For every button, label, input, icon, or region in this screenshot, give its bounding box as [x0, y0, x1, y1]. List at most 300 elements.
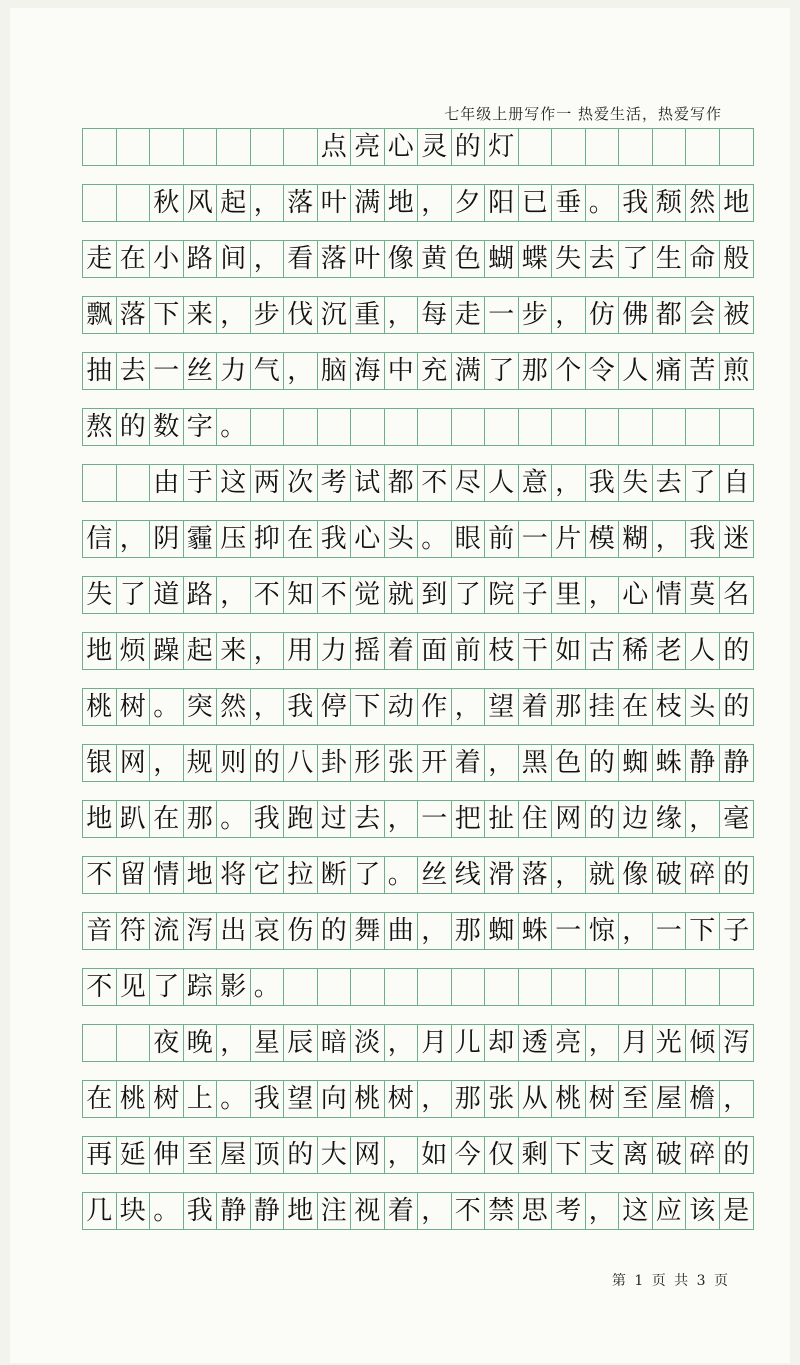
- grid-cell: [586, 129, 620, 165]
- grid-cell: 跑: [284, 801, 318, 837]
- grid-cell: 块: [117, 1193, 151, 1229]
- grid-cell: 压: [217, 521, 251, 557]
- grid-cell: 模: [586, 521, 620, 557]
- grid-cell: 泻: [184, 913, 218, 949]
- grid-cell: 伤: [284, 913, 318, 949]
- grid-cell: 了: [117, 577, 151, 613]
- grid-row: [82, 800, 754, 838]
- grid-cell: 着: [385, 1193, 419, 1229]
- grid-cell: 把: [452, 801, 486, 837]
- grid-cell: ，: [251, 185, 285, 221]
- grid-row: [82, 408, 754, 446]
- grid-cell: 信: [83, 521, 117, 557]
- grid-cell: 地: [284, 1193, 318, 1229]
- grid-cell: 檐: [686, 1081, 720, 1117]
- grid-cell: 至: [619, 1081, 653, 1117]
- grid-cell: 数: [150, 409, 184, 445]
- grid-row: [82, 296, 754, 334]
- grid-cell: 就: [586, 857, 620, 893]
- grid-cell: 在: [117, 241, 151, 277]
- grid-cell: 丝: [418, 857, 452, 893]
- grid-cell: 那: [452, 1081, 486, 1117]
- grid-cell: 痛: [653, 353, 687, 389]
- grid-cell: 作: [418, 689, 452, 725]
- grid-cell: 伸: [150, 1137, 184, 1173]
- grid-cell: ，: [686, 801, 720, 837]
- grid-cell: 惊: [586, 913, 620, 949]
- grid-cell: 的: [723, 1140, 750, 1170]
- grid-cell: 色: [552, 745, 586, 781]
- grid-cell: 不: [318, 577, 352, 613]
- grid-cell: 碎: [686, 1137, 720, 1173]
- grid-cell: 拉: [284, 857, 318, 893]
- writing-grid: [82, 128, 754, 1248]
- grid-cell: 考: [552, 1193, 586, 1229]
- grid-cell: 秋: [150, 185, 184, 221]
- grid-cell: 桃: [117, 1081, 151, 1117]
- grid-cell: 满: [452, 353, 486, 389]
- grid-cell: 过: [318, 801, 352, 837]
- grid-cell: 试: [351, 465, 385, 501]
- grid-cell: [251, 409, 285, 445]
- grid-row: [82, 968, 754, 1006]
- grid-cell: 断: [318, 857, 352, 893]
- grid-cell: ，: [452, 689, 486, 725]
- grid-row: [82, 128, 754, 166]
- grid-cell: ，: [117, 521, 151, 557]
- grid-cell: 颓: [653, 185, 687, 221]
- grid-cell: 它: [251, 857, 285, 893]
- grid-cell: 眼: [452, 521, 486, 557]
- grid-cell: 见: [117, 969, 151, 1005]
- grid-cell: 。: [217, 801, 251, 837]
- grid-cell: 莫: [686, 577, 720, 613]
- grid-cell: 黄: [418, 241, 452, 277]
- grid-cell: 亮: [552, 1025, 586, 1061]
- grid-cell: 去: [586, 241, 620, 277]
- grid-cell: 伐: [284, 297, 318, 333]
- grid-row: [82, 184, 754, 222]
- grid-cell: [686, 409, 720, 445]
- grid-cell: 仿: [586, 297, 620, 333]
- grid-cell: 地: [184, 857, 218, 893]
- grid-cell: 色: [452, 241, 486, 277]
- grid-cell: 看: [284, 241, 318, 277]
- grid-cell: 的: [723, 860, 750, 890]
- grid-cell: 风: [184, 185, 218, 221]
- grid-cell: 向: [318, 1081, 352, 1117]
- grid-cell: [720, 409, 754, 445]
- grid-cell: 。: [217, 409, 251, 445]
- grid-row: [82, 1080, 754, 1118]
- grid-cell: 卦: [318, 745, 352, 781]
- grid-cell: 抽: [83, 353, 117, 389]
- grid-cell: 却: [485, 1025, 519, 1061]
- grid-row: [82, 464, 754, 502]
- grid-row: [82, 520, 754, 558]
- grid-cell: [117, 129, 151, 165]
- grid-cell: ，: [217, 577, 251, 613]
- grid-cell: 头: [686, 689, 720, 725]
- grid-cell: ，: [586, 1025, 620, 1061]
- grid-cell: 着: [452, 745, 486, 781]
- grid-cell: 下: [686, 913, 720, 949]
- grid-cell: 桃: [351, 1081, 385, 1117]
- grid-cell: 不: [418, 465, 452, 501]
- grid-cell: [586, 969, 620, 1005]
- grid-cell: 缘: [653, 801, 687, 837]
- grid-cell: 。: [150, 689, 184, 725]
- grid-cell: 的: [586, 745, 620, 781]
- grid-cell: 趴: [117, 801, 151, 837]
- grid-cell: 思: [519, 1193, 553, 1229]
- grid-cell: 顶: [251, 1137, 285, 1173]
- grid-cell: 气: [251, 353, 285, 389]
- grid-cell: 。: [217, 1081, 251, 1117]
- grid-row: [82, 632, 754, 670]
- grid-cell: 点: [318, 129, 352, 165]
- grid-cell: 摇: [351, 633, 385, 669]
- grid-cell: 落: [117, 297, 151, 333]
- grid-cell: [519, 969, 553, 1005]
- grid-cell: 字: [184, 409, 218, 445]
- grid-cell: 突: [184, 689, 218, 725]
- grid-cell: 出: [217, 913, 251, 949]
- grid-cell: [318, 409, 352, 445]
- grid-cell: [485, 409, 519, 445]
- grid-cell: 地: [83, 801, 117, 837]
- grid-cell: 稀: [619, 633, 653, 669]
- grid-row: [82, 912, 754, 950]
- grid-cell: ，: [552, 857, 586, 893]
- grid-cell: 苦: [686, 353, 720, 389]
- grid-cell: 失: [619, 465, 653, 501]
- grid-cell: 路: [184, 577, 218, 613]
- grid-cell: [284, 969, 318, 1005]
- grid-cell: 我: [284, 689, 318, 725]
- grid-cell: [251, 129, 285, 165]
- grid-cell: 前: [452, 633, 486, 669]
- grid-cell: 那: [184, 801, 218, 837]
- grid-cell: 落: [519, 857, 553, 893]
- grid-cell: [720, 969, 754, 1005]
- grid-cell: 的: [117, 409, 151, 445]
- grid-cell: 了: [150, 969, 184, 1005]
- grid-cell: [351, 409, 385, 445]
- grid-cell: 树: [117, 689, 151, 725]
- grid-cell: 下: [351, 689, 385, 725]
- grid-cell: 垂: [552, 185, 586, 221]
- grid-cell: ，: [418, 913, 452, 949]
- grid-cell: 上: [184, 1081, 218, 1117]
- grid-cell: 煎: [723, 356, 750, 386]
- grid-cell: 满: [351, 185, 385, 221]
- grid-cell: 然: [686, 185, 720, 221]
- grid-cell: 道: [150, 577, 184, 613]
- grid-cell: 力: [217, 353, 251, 389]
- grid-cell: 仅: [485, 1137, 519, 1173]
- grid-cell: 停: [318, 689, 352, 725]
- grid-cell: 亮: [351, 129, 385, 165]
- grid-cell: 来: [217, 633, 251, 669]
- grid-row: [82, 1136, 754, 1174]
- grid-cell: ，: [418, 185, 452, 221]
- grid-row: [82, 744, 754, 782]
- grid-cell: 心: [619, 577, 653, 613]
- grid-cell: 我: [318, 521, 352, 557]
- grid-cell: 边: [619, 801, 653, 837]
- grid-cell: ，: [653, 521, 687, 557]
- grid-cell: [619, 969, 653, 1005]
- grid-cell: 应: [653, 1193, 687, 1229]
- grid-cell: 了: [452, 577, 486, 613]
- grid-cell: 月: [619, 1025, 653, 1061]
- grid-cell: ，: [217, 1025, 251, 1061]
- grid-cell: 像: [385, 241, 419, 277]
- grid-cell: 该: [686, 1193, 720, 1229]
- grid-cell: ，: [251, 689, 285, 725]
- grid-cell: [117, 1025, 151, 1061]
- grid-cell: 考: [318, 465, 352, 501]
- grid-cell: 线: [452, 857, 486, 893]
- grid-cell: 蜘: [619, 745, 653, 781]
- grid-cell: ，: [385, 297, 419, 333]
- grid-cell: 如: [552, 633, 586, 669]
- grid-cell: 蜘: [485, 913, 519, 949]
- grid-cell: 阴: [150, 521, 184, 557]
- grid-cell: 情: [653, 577, 687, 613]
- grid-cell: 视: [351, 1193, 385, 1229]
- grid-cell: 夜: [150, 1025, 184, 1061]
- grid-cell: 沉: [318, 297, 352, 333]
- grid-cell: 破: [653, 1137, 687, 1173]
- grid-cell: [452, 409, 486, 445]
- grid-cell: 院: [485, 577, 519, 613]
- grid-cell: 子: [519, 577, 553, 613]
- grid-cell: 已: [519, 185, 553, 221]
- grid-cell: 暗: [318, 1025, 352, 1061]
- grid-cell: 动: [385, 689, 419, 725]
- grid-cell: 住: [519, 801, 553, 837]
- grid-cell: 步: [251, 297, 285, 333]
- grid-cell: 流: [150, 913, 184, 949]
- grid-cell: 形: [351, 745, 385, 781]
- grid-cell: 儿: [452, 1025, 486, 1061]
- grid-cell: 人: [619, 353, 653, 389]
- grid-cell: 被: [723, 300, 750, 330]
- grid-cell: [83, 185, 117, 221]
- grid-cell: 抑: [251, 521, 285, 557]
- grid-cell: 再: [83, 1137, 117, 1173]
- grid-cell: 静: [251, 1193, 285, 1229]
- grid-row: [82, 352, 754, 390]
- grid-cell: 留: [117, 857, 151, 893]
- grid-cell: 在: [619, 689, 653, 725]
- grid-cell: 。: [251, 969, 285, 1005]
- grid-cell: [552, 129, 586, 165]
- grid-cell: 曲: [385, 913, 419, 949]
- grid-cell: 了: [351, 857, 385, 893]
- grid-cell: 。: [385, 857, 419, 893]
- grid-cell: 离: [619, 1137, 653, 1173]
- grid-cell: [284, 409, 318, 445]
- grid-cell: 音: [83, 913, 117, 949]
- grid-cell: 夕: [452, 185, 486, 221]
- grid-cell: 网: [351, 1137, 385, 1173]
- grid-cell: 不: [452, 1193, 486, 1229]
- grid-cell: 令: [586, 353, 620, 389]
- grid-cell: 几: [83, 1193, 117, 1229]
- grid-cell: 的: [586, 801, 620, 837]
- grid-cell: 都: [385, 465, 419, 501]
- grid-cell: 心: [351, 521, 385, 557]
- grid-cell: 毫: [723, 804, 750, 834]
- grid-cell: 星: [251, 1025, 285, 1061]
- grid-cell: 我: [619, 185, 653, 221]
- grid-cell: 落: [284, 185, 318, 221]
- grid-cell: 干: [519, 633, 553, 669]
- grid-cell: 路: [184, 241, 218, 277]
- grid-cell: 。: [418, 521, 452, 557]
- grid-cell: 意: [519, 465, 553, 501]
- grid-cell: 情: [150, 857, 184, 893]
- manuscript-page: [10, 8, 790, 1363]
- grid-cell: [619, 409, 653, 445]
- grid-cell: 我: [251, 801, 285, 837]
- grid-cell: 延: [117, 1137, 151, 1173]
- grid-cell: 枝: [485, 633, 519, 669]
- grid-cell: ，: [552, 465, 586, 501]
- grid-cell: 落: [318, 241, 352, 277]
- grid-cell: [418, 409, 452, 445]
- grid-cell: 丝: [184, 353, 218, 389]
- grid-cell: ，: [485, 745, 519, 781]
- grid-cell: 脑: [318, 353, 352, 389]
- grid-cell: [150, 129, 184, 165]
- grid-cell: [552, 969, 586, 1005]
- grid-cell: 步: [519, 297, 553, 333]
- grid-cell: 重: [351, 297, 385, 333]
- grid-cell: 支: [586, 1137, 620, 1173]
- grid-cell: 剩: [519, 1137, 553, 1173]
- grid-cell: 至: [184, 1137, 218, 1173]
- grid-cell: 不: [251, 577, 285, 613]
- grid-cell: 失: [83, 577, 117, 613]
- grid-cell: 一: [485, 297, 519, 333]
- grid-cell: 人: [485, 465, 519, 501]
- grid-cell: 着: [519, 689, 553, 725]
- grid-cell: 充: [418, 353, 452, 389]
- grid-cell: [653, 409, 687, 445]
- grid-cell: 地: [385, 185, 419, 221]
- grid-cell: 这: [619, 1193, 653, 1229]
- page-header: 七年级上册写作一 热爱生活，热爱写作: [444, 105, 722, 123]
- grid-cell: 银: [83, 745, 117, 781]
- grid-cell: 尽: [452, 465, 486, 501]
- grid-cell: 用: [284, 633, 318, 669]
- grid-cell: 下: [150, 297, 184, 333]
- grid-cell: 滑: [485, 857, 519, 893]
- grid-cell: ，: [552, 297, 586, 333]
- grid-cell: 树: [385, 1081, 419, 1117]
- grid-cell: 般: [723, 244, 750, 274]
- grid-cell: 望: [284, 1081, 318, 1117]
- grid-cell: 头: [385, 521, 419, 557]
- grid-cell: 静: [217, 1193, 251, 1229]
- grid-cell: 然: [217, 689, 251, 725]
- grid-cell: 那: [552, 689, 586, 725]
- grid-cell: 走: [83, 241, 117, 277]
- grid-cell: 由: [150, 465, 184, 501]
- grid-cell: 失: [552, 241, 586, 277]
- grid-cell: 着: [385, 633, 419, 669]
- grid-cell: 从: [519, 1081, 553, 1117]
- grid-cell: 地: [723, 188, 750, 218]
- grid-cell: 倾: [686, 1025, 720, 1061]
- grid-cell: 桃: [83, 689, 117, 725]
- grid-cell: 叶: [351, 241, 385, 277]
- grid-cell: [83, 1025, 117, 1061]
- grid-cell: [653, 129, 687, 165]
- grid-cell: 了: [485, 353, 519, 389]
- grid-cell: 两: [251, 465, 285, 501]
- grid-cell: 符: [117, 913, 151, 949]
- grid-cell: 去: [117, 353, 151, 389]
- grid-cell: 里: [552, 577, 586, 613]
- grid-cell: 一: [418, 801, 452, 837]
- grid-cell: 舞: [351, 913, 385, 949]
- grid-cell: 。: [586, 185, 620, 221]
- grid-cell: [117, 185, 151, 221]
- grid-cell: 蛛: [519, 913, 553, 949]
- grid-cell: 的: [251, 745, 285, 781]
- page-number: 第 1 页 共 3 页: [611, 1273, 730, 1289]
- grid-cell: 是: [723, 1196, 750, 1226]
- grid-cell: 走: [452, 297, 486, 333]
- grid-row: [82, 1024, 754, 1062]
- grid-cell: 知: [284, 577, 318, 613]
- grid-cell: 哀: [251, 913, 285, 949]
- grid-cell: [284, 129, 318, 165]
- grid-cell: 心: [385, 129, 419, 165]
- grid-cell: 就: [385, 577, 419, 613]
- grid-cell: 八: [284, 745, 318, 781]
- grid-cell: 那: [519, 353, 553, 389]
- grid-cell: 望: [485, 689, 519, 725]
- grid-cell: 到: [418, 577, 452, 613]
- grid-cell: 晚: [184, 1025, 218, 1061]
- grid-cell: ，: [150, 745, 184, 781]
- grid-cell: 屋: [217, 1137, 251, 1173]
- grid-cell: 像: [619, 857, 653, 893]
- grid-cell: 了: [619, 241, 653, 277]
- grid-cell: 个: [552, 353, 586, 389]
- grid-cell: 灯: [485, 129, 519, 165]
- grid-cell: 片: [552, 521, 586, 557]
- grid-cell: ，: [619, 913, 653, 949]
- grid-cell: 去: [351, 801, 385, 837]
- grid-cell: 枝: [653, 689, 687, 725]
- grid-cell: [83, 465, 117, 501]
- grid-cell: 网: [117, 745, 151, 781]
- grid-cell: 一: [653, 913, 687, 949]
- grid-cell: 在: [83, 1081, 117, 1117]
- grid-cell: 则: [217, 745, 251, 781]
- grid-cell: 规: [184, 745, 218, 781]
- grid-cell: 老: [653, 633, 687, 669]
- grid-cell: [720, 129, 754, 165]
- grid-cell: 今: [452, 1137, 486, 1173]
